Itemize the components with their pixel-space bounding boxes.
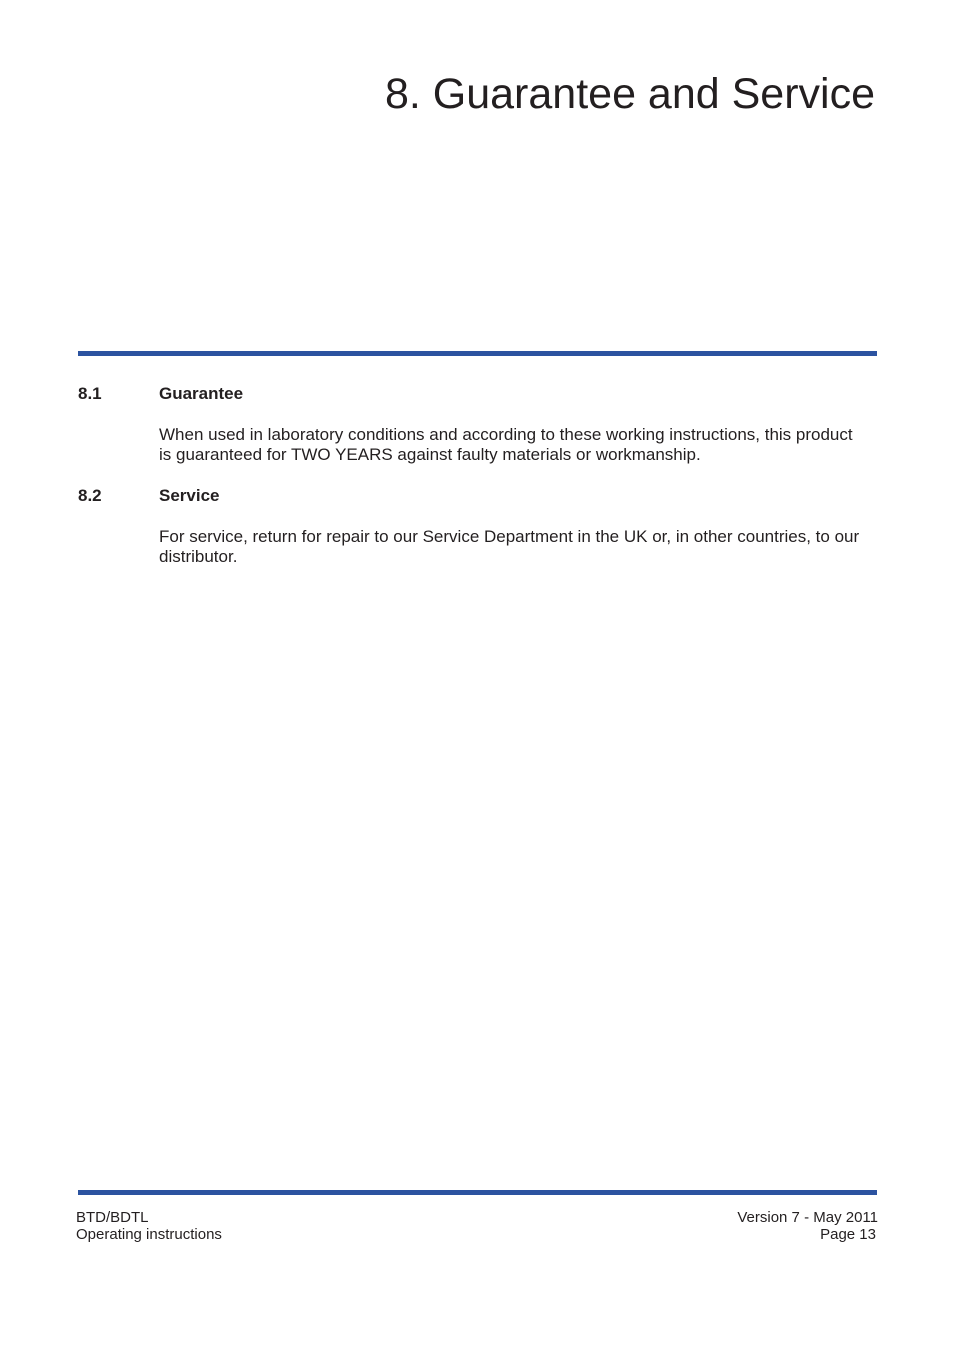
footer-divider xyxy=(78,1190,877,1195)
footer-page-number: Page 13 xyxy=(820,1226,876,1243)
header-divider xyxy=(78,351,877,356)
footer-left xyxy=(76,1209,222,1243)
footer-doc-type: Operating instructions xyxy=(76,1226,222,1243)
footer-right xyxy=(737,1209,878,1243)
section-body-service: For service, return for repair to our Service Department in the UK or, in other countries, to our distributor. xyxy=(159,527,860,566)
section-title: Service xyxy=(159,486,220,505)
section-number: 8.1 xyxy=(78,384,102,403)
footer-version: Version 7 - May 2011 xyxy=(737,1209,878,1226)
footer-model: BTD/BDTL xyxy=(76,1209,149,1226)
section-title: Guarantee xyxy=(159,384,244,403)
section-body-guarantee: When used in laboratory conditions and according to these working instructions, this product is guaranteed for TWO YEARS against faulty materials or workmanship. xyxy=(159,425,853,464)
page-title: 8. Guarantee and Service xyxy=(384,70,875,118)
section-number: 8.2 xyxy=(78,486,102,505)
